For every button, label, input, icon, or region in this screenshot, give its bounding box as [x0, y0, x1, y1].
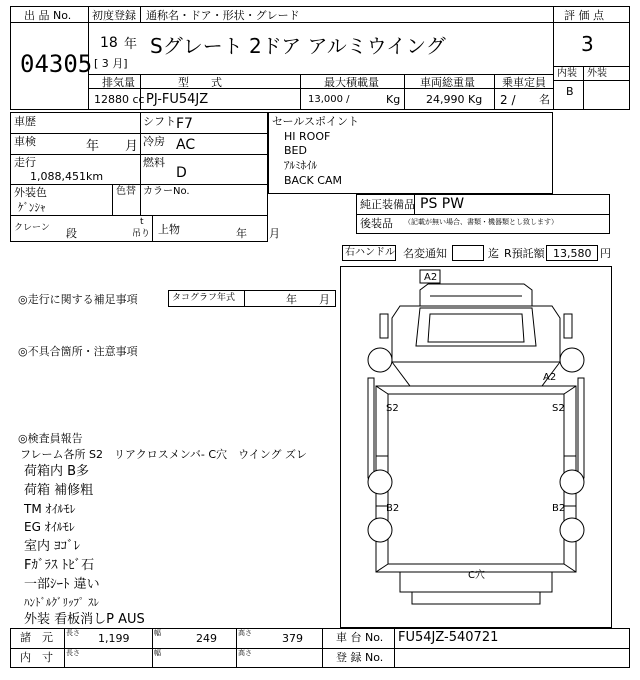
- year-unit: 年: [124, 37, 138, 52]
- width-value: 249: [196, 632, 217, 645]
- width-label: 幅: [154, 649, 161, 657]
- registration-year: 18: [100, 35, 118, 51]
- max-load-unit: Kg: [386, 93, 401, 106]
- truck-damage-diagram: [340, 266, 612, 628]
- wheel-rear2-right: [560, 518, 584, 542]
- wheel-rear-right: [560, 470, 584, 494]
- shift-value: F7: [176, 116, 193, 132]
- inspector-line: 一部ｼｰﾄ 違い: [24, 577, 100, 592]
- interior-grade-label: 内装: [557, 68, 577, 79]
- fuel-label: 燃料: [143, 156, 165, 169]
- shift-label: シフト: [143, 115, 176, 128]
- max-load-value: 13,000 /: [308, 94, 350, 105]
- sales-point-item: HI ROOF: [284, 130, 331, 143]
- inspector-line: 外装 看板消しP AUS: [24, 612, 145, 627]
- inspector-line: ﾊﾝﾄﾞﾙｸﾞﾘｯﾌﾟ ｽﾚ: [24, 596, 99, 609]
- damage-mark-b2-right: B2: [552, 503, 566, 514]
- inspector-line: EG ｵｲﾙﾓﾚ: [24, 520, 75, 534]
- tachograph-label: タコグラフ年式: [172, 293, 236, 303]
- color-number-label: カラーNo.: [143, 186, 190, 197]
- sales-point-item: BED: [284, 144, 307, 157]
- retrofit-note: （記載が無い場合、書類・機器類とし致します）: [404, 218, 558, 226]
- inspector-label: ◎検査員報告: [18, 432, 83, 445]
- sales-point-item: BACK CAM: [284, 174, 342, 187]
- inspection-value: 年 月: [86, 139, 139, 154]
- length-value: 1,199: [98, 632, 130, 645]
- wheel-front-left: [368, 348, 392, 372]
- crane-ton-unit: t: [140, 217, 144, 227]
- color-value: ｹﾞﾝｼｬ: [18, 201, 46, 214]
- history-label: 車歴: [14, 115, 36, 128]
- deadline-mark: 迄: [488, 247, 499, 260]
- mileage-label: 走行: [14, 156, 36, 169]
- first-registration-label: 初度登録: [92, 9, 136, 22]
- interior-dimensions-label: 内 寸: [20, 651, 53, 664]
- chassis-label: 車 台 No.: [336, 631, 384, 644]
- length-label: 長さ: [66, 649, 80, 657]
- sales-point-item: ｱﾙﾐﾎｲﾙ: [284, 159, 317, 172]
- wheel-rear2-left: [368, 518, 392, 542]
- loading-label: 上物: [158, 223, 180, 236]
- model-description-label: 通称名・ドア・形状・グレード: [146, 9, 300, 22]
- color-code-label: 色替: [116, 186, 136, 197]
- ac-label: 冷房: [143, 135, 165, 148]
- crane-hook: 吊り: [132, 229, 151, 239]
- height-label: 高さ: [238, 649, 252, 657]
- dimensions-label: 諸 元: [20, 631, 53, 644]
- inspector-line: 荷箱内 B多: [24, 464, 90, 479]
- inspector-line: TM ｵｲﾙﾓﾚ: [24, 502, 76, 516]
- gvw-value: 24,990 Kg: [426, 93, 483, 106]
- oem-equipment-label: 純正装備品: [360, 198, 415, 211]
- retrofit-label: 後装品: [360, 217, 393, 230]
- name-change-label: 名変通知: [403, 247, 447, 260]
- sales-points-label: セールスポイント: [272, 115, 360, 128]
- inspection-label: 車検: [14, 135, 36, 148]
- crane-label: クレーン: [14, 223, 50, 233]
- wheel-rear-left: [368, 470, 392, 494]
- damage-mark-a2-right: A2: [543, 372, 557, 383]
- grade-label: 評 価 点: [564, 9, 604, 22]
- loading-date: 年 月: [236, 227, 280, 240]
- width-label: 幅: [154, 629, 161, 637]
- recycle-value: 13,580: [553, 247, 592, 260]
- height-label: 高さ: [238, 629, 252, 637]
- ac-value: AC: [176, 137, 196, 153]
- damage-mark-b2-left: B2: [386, 503, 400, 514]
- inspector-line: 荷箱 補修粗: [24, 483, 94, 498]
- chassis-number: FU54JZ-540721: [398, 630, 499, 645]
- capacity-unit: 名: [539, 93, 550, 106]
- height-value: 379: [282, 632, 303, 645]
- name-change-box: [452, 245, 484, 261]
- damage-mark-s2-left: S2: [386, 403, 399, 414]
- inspector-line: フレーム各所 S2 リアクロスメンバ- C穴 ウイング ズレ: [20, 448, 308, 461]
- wheel-front-right: [560, 348, 584, 372]
- gvw-label: 車両総重量: [420, 76, 475, 89]
- registration-label: 登 録 No.: [336, 651, 384, 664]
- steering-side: 右ハンドル: [345, 247, 395, 258]
- mileage-value: 1,088,451km: [30, 170, 104, 183]
- inspector-line: 室内 ﾖｺﾞﾚ: [24, 539, 81, 554]
- damage-mark-s2-right: S2: [552, 403, 565, 414]
- recycle-label: R預託額: [504, 247, 545, 260]
- lot-label: 出 品 No.: [24, 9, 72, 22]
- yen-unit: 円: [600, 247, 611, 260]
- lot-number: 04305: [20, 50, 93, 78]
- vehicle-name: Sグレート 2ドア アルミウイング: [150, 34, 446, 58]
- capacity-value: 2 /: [500, 93, 516, 107]
- damage-mark-a2-front: A2: [424, 272, 438, 283]
- max-load-label: 最大積載量: [324, 76, 379, 89]
- defects-label: ◎不具合箇所・注意事項: [18, 345, 138, 358]
- inspector-line: Fｶﾞﾗｽ ﾄﾋﾞ石: [24, 558, 95, 573]
- oem-equipment-value: PS PW: [420, 196, 465, 212]
- interior-grade-value: B: [566, 85, 574, 98]
- crane-stage: 段: [66, 227, 77, 240]
- displacement-label: 排気量: [102, 76, 135, 89]
- color-label: 外装色: [14, 186, 47, 199]
- model-code-label: 型 式: [178, 76, 222, 89]
- supplement-label: ◎走行に関する補足事項: [18, 293, 138, 306]
- length-label: 長さ: [66, 629, 80, 637]
- displacement-value: 12880 cc: [94, 93, 145, 106]
- capacity-label: 乗車定員: [502, 76, 546, 89]
- grade-value: 3: [581, 32, 594, 56]
- registration-month: [ 3 月]: [94, 57, 128, 70]
- tachograph-value: 年 月: [286, 293, 330, 306]
- damage-mark-c-hole: C穴: [468, 570, 485, 581]
- exterior-grade-label: 外装: [587, 68, 607, 79]
- model-code-value: PJ-FU54JZ: [146, 92, 209, 107]
- fuel-value: D: [176, 165, 187, 181]
